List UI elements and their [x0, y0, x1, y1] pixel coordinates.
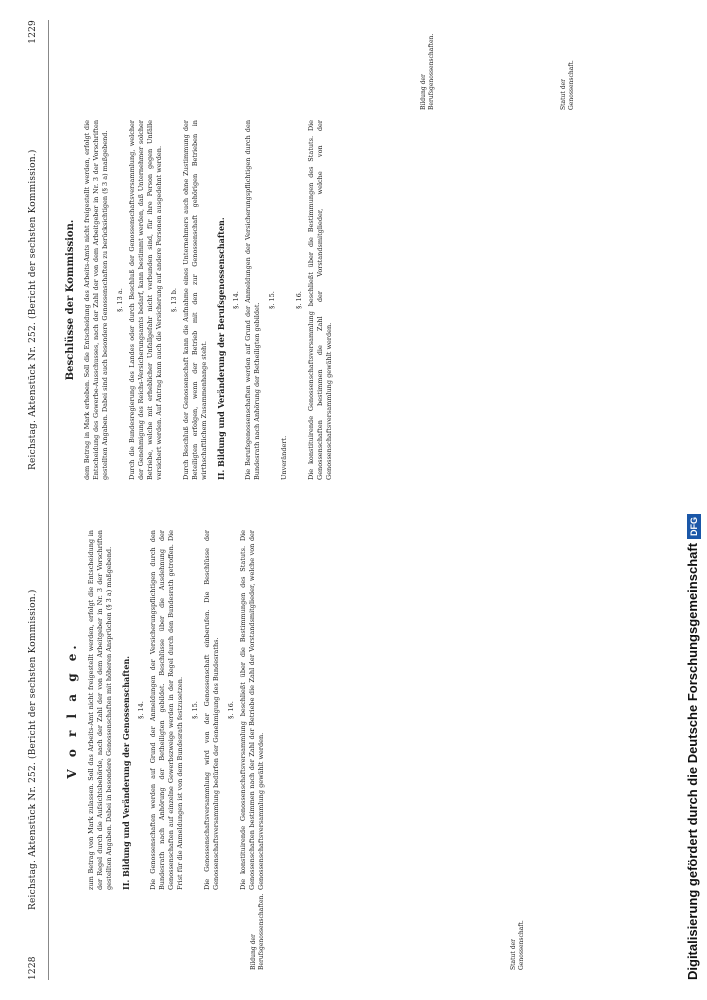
right-para-b-number: §. 13 b.: [170, 288, 178, 312]
left-intro-text: zum Betrag von Mark zulassen. Soll das Arbeits-Amt nicht freigestellt werden, erfolgt die Entscheidung in der Regel durch die Aufsichtsbehörde, nach der Zahl der von dem Arbeitgeber in Nr. 3 der Vorschriften gestellten Angaben. Dabei in besondere Genossenschaften mit höheren Ansprüchen (§ 3 a) maßgebend.: [87, 530, 113, 890]
left-para3-text: Die konstituirende Genossenschaftsversammlung beschließt über die Bestimmungen des Statuts. Die Genossenschaften bestimmen nach der Zahl der Betriebe die Zahl der Vorstandsmitglieder, welche von der Genossenschaftsversammlung gewählt werden.: [239, 530, 265, 890]
right-section-title: II. Bildung und Veränderung der Berufsgenossenschaften.: [216, 217, 226, 480]
left-header-title: Reichstag. Aktenstück Nr. 252. (Bericht der sechsten Kommission.): [28, 589, 38, 910]
right-margin-note-2: Statut der Genossenschaft.: [560, 60, 575, 110]
right-para2-text: Unverändert.: [280, 435, 288, 480]
right-intro-text: dem Betrag in Mark erheben. Soll die Entscheidung des Arbeits-Amts nicht freigestellt werden, erfolgt die Entscheidung des Gewerbe-Ausschusses, nach der Zahl der von dem Arbeitgeber in Nr. 3 der Vorschriften gestellten Angaben. Dabei sind auch besondere Genossenschaften zu berücksichtigen (§ 3 a) maßgebend.: [83, 120, 109, 480]
right-para-a-text: Durch die Bundesregierung des Landes oder durch Beschluß der Genossenschaftsversammlung, welcher der Genehmigung des Reichs-Versicherungsamts bedarf, kann bestimmt werden, daß Unternehmer solcher Betriebe, welche mit erheblicher Unfallgefahr nicht verbunden sind, für ihre Person gegen Unfälle versichert werden. Auf Antrag kann auch die Versicherung auf andere Personen ausgedehnt werden.: [128, 120, 163, 480]
right-margin-note-1: Bildung der Berufsgenossenschaften.: [420, 33, 435, 110]
right-para1-text: Die Berufsgenossenschaften werden auf Grund der Anmeldungen der Versicherungspflichtigen durch den Bundesrath nach Anhörung der Betheiligten gebildet.: [244, 120, 261, 480]
left-para3-number: §. 16.: [227, 701, 235, 719]
right-para3-text: Die konstituirende Genossenschaftsversammlung beschließt über die Bestimmungen des Statuts. Die Genossenschaften bestimmen die Zahl der Vorstandsmitglieder, welche von der Genossenschaftsversammlung gewählt werden.: [307, 120, 333, 480]
right-para-a-number: §. 13 a.: [116, 288, 124, 312]
left-margin-note-1: Bildung der Berufsgenossenschaften.: [250, 893, 265, 970]
right-page-heading: Beschlüsse der Kommission.: [65, 219, 76, 381]
left-page-column: [60, 530, 270, 890]
right-page-column: [60, 120, 338, 480]
right-para1-number: §. 14.: [232, 291, 240, 309]
left-para2-text: Die Genossenschaftsversammlung wird von der Genossenschaft einberufen. Die Beschlüsse der Genossenschaftsversammlung bedürfen der Genehmigung des Bundesraths.: [203, 530, 220, 890]
left-para1-number: §. 14.: [137, 701, 145, 719]
right-page-number: 1229: [28, 20, 38, 44]
right-para2-number: §. 15.: [268, 291, 276, 309]
digitization-credit-text: Digitalisierung gefördert durch die Deutsche Forschungsgemeinschaft: [685, 542, 700, 980]
right-header-title: Reichstag. Aktenstück Nr. 252. (Bericht der sechsten Kommission.): [28, 149, 38, 470]
header-rule: [48, 20, 49, 980]
left-para1-text: Die Genossenschaften werden auf Grund der Anmeldungen der Versicherungspflichtigen durch den Bundesrath nach Anhörung der Betheiligten gebildet. Beschlüsse über die Ausdehnung der Genossenschaften auf einzelne Gewerbszweige werden in der Regel durch den Bundesrath getroffen. Die Frist für die Anmeldungen ist von dem Bundesrath festzusetzen.: [149, 530, 184, 890]
page-header: [28, 20, 44, 980]
right-para3-number: §. 16.: [295, 291, 303, 309]
right-para-b-text: Durch Beschluß der Genossenschaft kann die Aufnahme eines Unternehmers auch ohne Zustimmung der Beteiligten erfolgen, wenn der Betrieb mit den zur Genossenschaft gehörigen Betrieben in wirthschaftlichem Zusammenhange steht.: [182, 120, 208, 480]
dfg-logo: DFG: [687, 514, 701, 539]
left-page-number: 1228: [28, 956, 38, 980]
left-para2-number: §. 15.: [191, 701, 199, 719]
left-page-heading: V o r l a g e.: [65, 641, 79, 779]
left-section-title: II. Bildung und Veränderung der Genossenschaften.: [121, 655, 131, 890]
digitization-sidebar: [679, 0, 707, 1000]
digitization-credit: [679, 514, 707, 980]
left-margin-note-2: Statut der Genossenschaft.: [510, 920, 525, 970]
